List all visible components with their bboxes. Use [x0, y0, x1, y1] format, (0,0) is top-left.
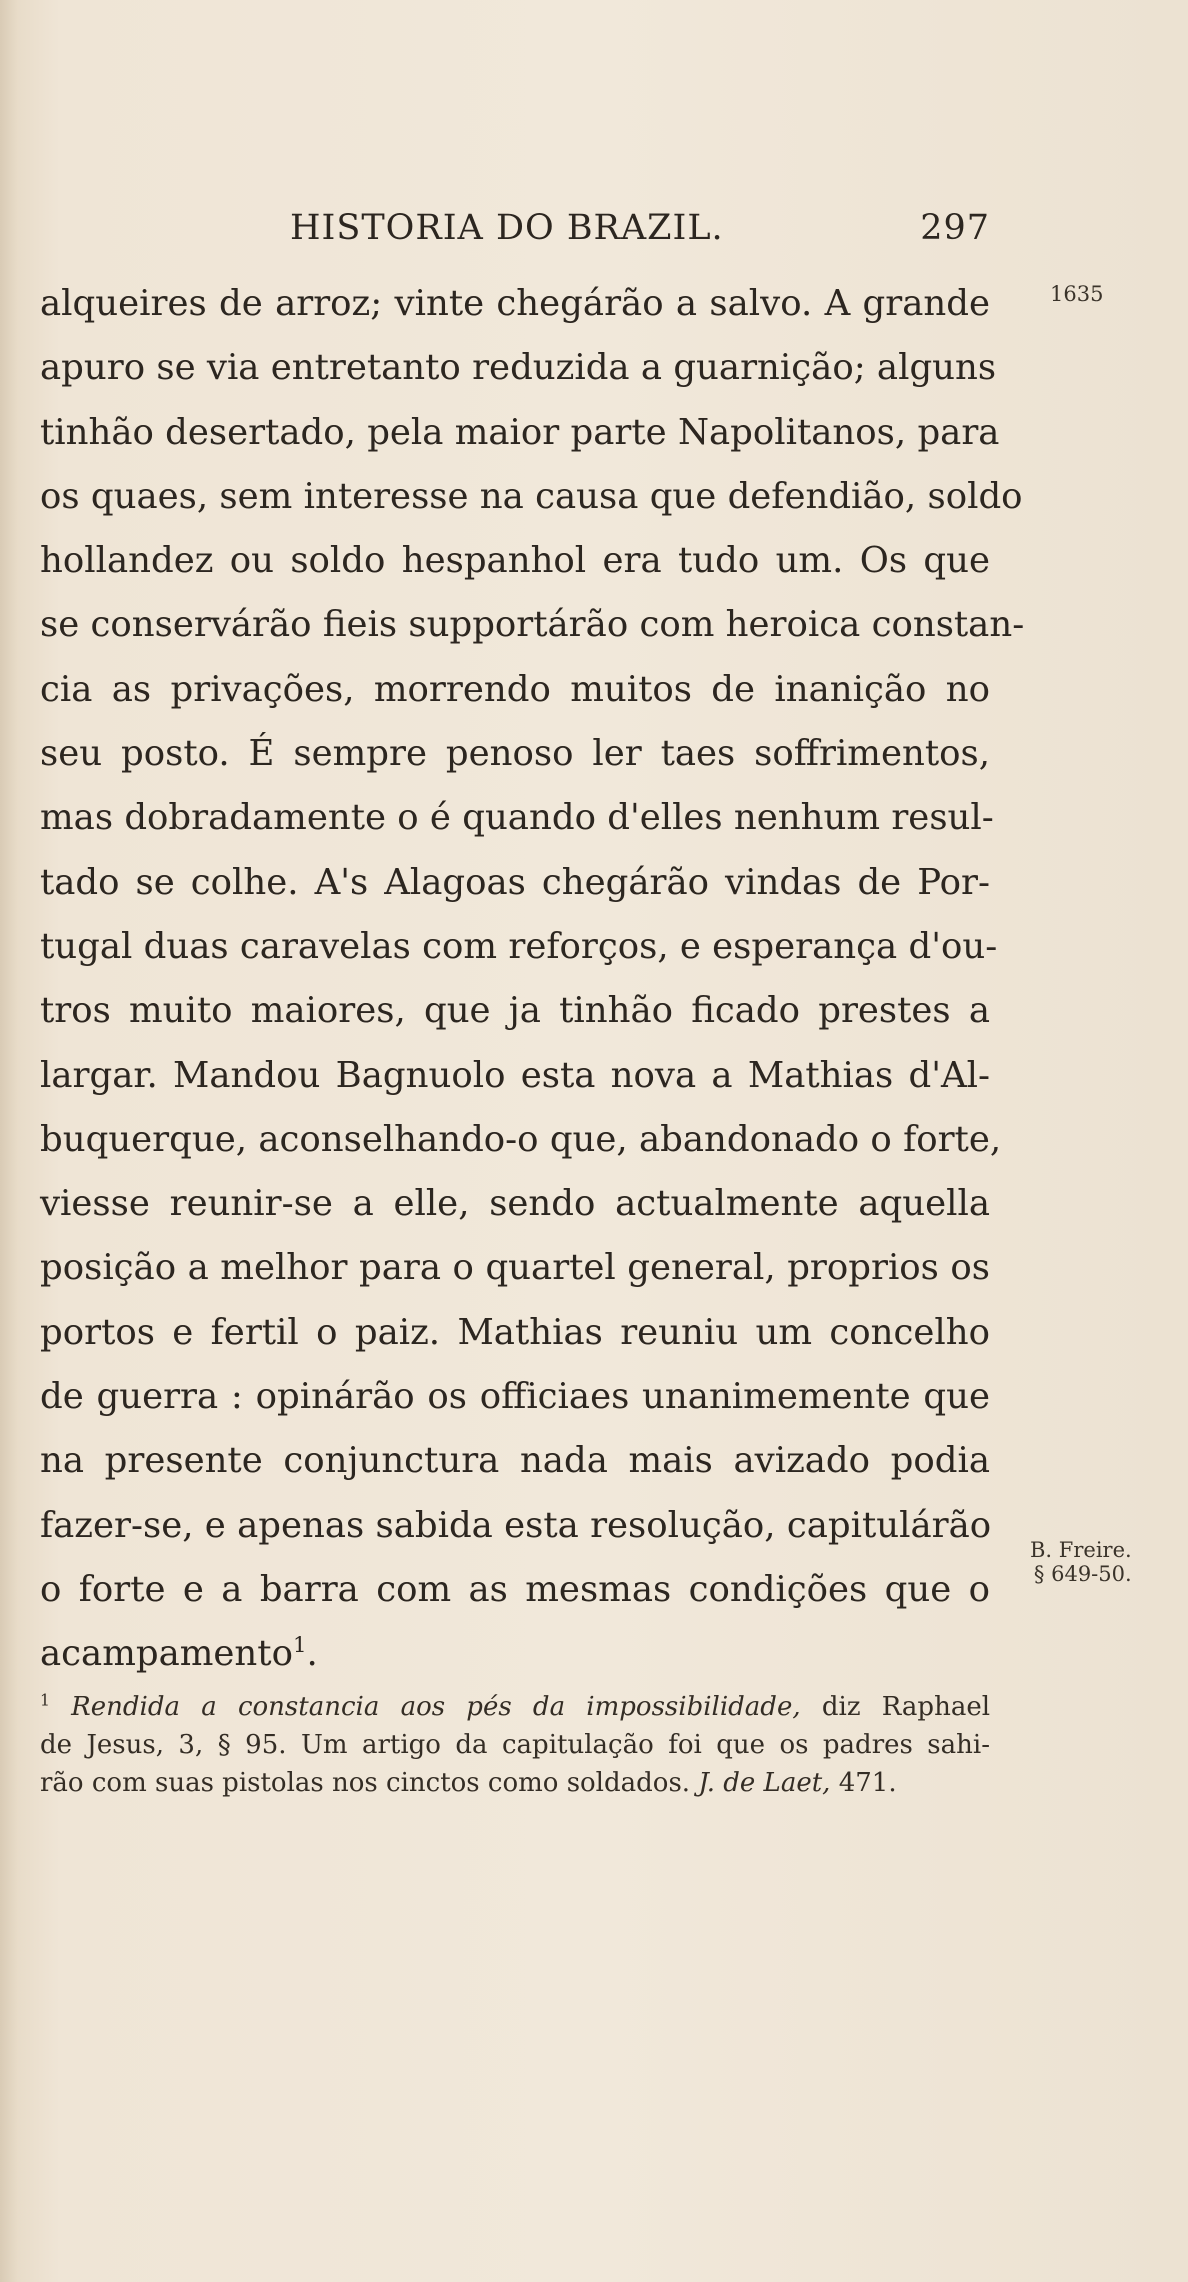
body-line: alqueires de arroz; vinte chegárão a salvo. A grande: [40, 283, 990, 324]
body-line: os quaes, sem interesse na causa que defendião, soldo: [40, 475, 1023, 517]
body-line: portos e fertil o paiz. Mathias reuniu um concelho: [40, 1311, 990, 1353]
body-line-last: acampamento$^1$.: [40, 1633, 318, 1675]
footnote-line: [40, 1688, 990, 1726]
footnotes: [40, 1688, 990, 1802]
page-number: 297: [920, 208, 990, 248]
body-line: viesse reunir-se a elle, sendo actualmente aquella: [40, 1183, 990, 1225]
body-line: tado se colhe. A's Alagoas chegárão vindas de Por-: [40, 861, 990, 903]
margin-reference-line: § 649-50.: [1033, 1562, 1132, 1586]
body-line: tros muito maiores, que ja tinhão ficado prestes a: [40, 990, 990, 1032]
margin-reference-line: B. Freire.: [1030, 1538, 1132, 1562]
body-line: tugal duas caravelas com reforços, e esperança d'ou-: [40, 925, 998, 967]
footnote-reference-mark: 1: [292, 1633, 307, 1659]
running-head: [40, 208, 990, 258]
body-line: tinhão desertado, pela maior parte Napolitanos, para: [40, 411, 1000, 453]
body-line: buquerque, aconselhando-o que, abandonado o forte,: [40, 1118, 1002, 1160]
body-line: mas dobradamente o é quando d'elles nenhum resul-: [40, 797, 994, 839]
body-line: na presente conjunctura nada mais avizado podia: [40, 1440, 990, 1482]
body-line: apuro se via entretanto reduzida a guarnição; alguns: [40, 347, 997, 389]
footnote-line: [40, 1764, 990, 1802]
body-text: [40, 272, 1025, 1687]
footnote-text: rão com suas pistolas nos cinctos como soldados.: [40, 1768, 691, 1798]
margin-year-note: 1635: [1050, 282, 1104, 306]
body-line: de guerra : opinárão os officiaes unanimemente que: [40, 1376, 990, 1418]
footnote-text: 471.: [838, 1768, 897, 1798]
body-line-text: acampamento: [40, 1633, 293, 1675]
body-line: fazer-se, e apenas sabida esta resolução, capitulárão: [40, 1504, 992, 1546]
running-title: HISTORIA DO BRAZIL.: [290, 208, 724, 248]
margin-reference-note: [1030, 1538, 1132, 1586]
body-line: posição a melhor para o quartel general, proprios os: [40, 1247, 990, 1289]
body-line: largar. Mandou Bagnuolo esta nova a Mathias d'Al-: [40, 1054, 990, 1096]
footnote-text: diz Raphael: [821, 1692, 991, 1722]
footnote-citation: J. de Laet,: [698, 1768, 831, 1798]
body-line: se conservárão fieis supportárão com heroica constan-: [40, 604, 1025, 646]
body-line: cia as privações, morrendo muitos de inanição no: [40, 668, 990, 710]
body-line: seu posto. É sempre penoso ler taes soffrimentos,: [40, 733, 990, 775]
footnote-number: 1: [40, 1691, 50, 1710]
footnote-quote: Rendida a constancia aos pés da impossibilidade,: [71, 1692, 801, 1722]
body-line: o forte e a barra com as mesmas condições que o: [40, 1568, 990, 1610]
footnote-line: de Jesus, 3, § 95. Um artigo da capitulação foi que os padres sahi-: [40, 1730, 990, 1760]
body-line: hollandez ou soldo hespanhol era tudo um. Os que: [40, 540, 990, 582]
